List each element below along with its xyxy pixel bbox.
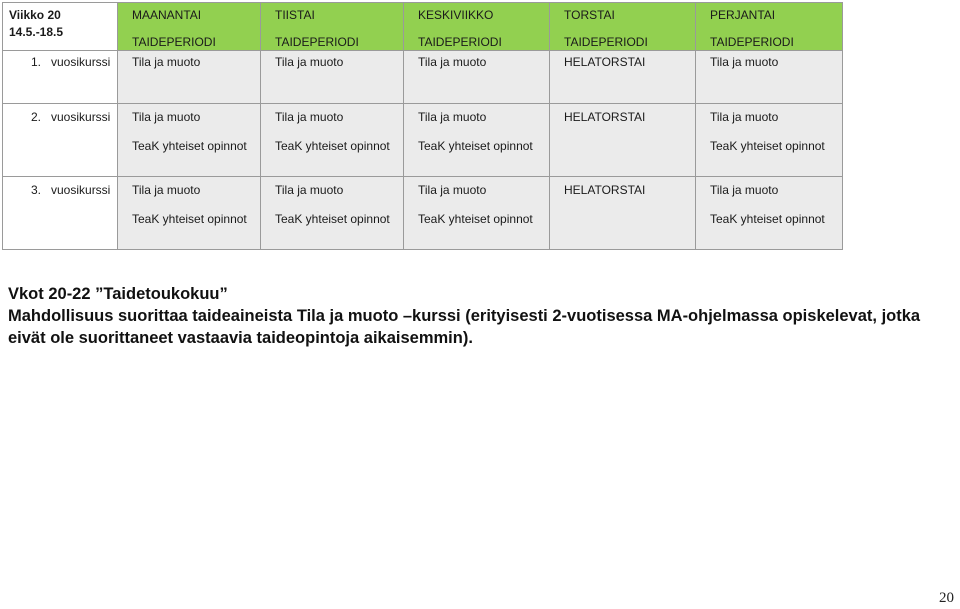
week-label: Viikko 20: [9, 8, 61, 22]
cell-line1: Tila ja muoto: [275, 110, 344, 124]
day-period: TAIDEPERIODI: [275, 35, 359, 49]
day-name: KESKIVIIKKO: [418, 8, 494, 22]
day-header-tuesday: [261, 3, 404, 51]
schedule-cell: [696, 51, 843, 104]
schedule-cell: [404, 104, 550, 177]
cell-line1: HELATORSTAI: [564, 183, 646, 197]
day-header-wednesday: [404, 3, 550, 51]
schedule-cell: [118, 51, 261, 104]
schedule-cell: [404, 177, 550, 250]
row-label: vuosikurssi: [51, 183, 111, 197]
schedule-cell: [550, 177, 696, 250]
day-name: PERJANTAI: [710, 8, 776, 22]
schedule-cell: [404, 51, 550, 104]
cell-line1: HELATORSTAI: [564, 110, 646, 124]
footer-heading: Vkot 20-22 ”Taidetoukokuu”: [8, 285, 228, 303]
day-name: TIISTAI: [275, 8, 315, 22]
cell-line1: Tila ja muoto: [132, 55, 201, 69]
table-row: [3, 177, 843, 250]
row-label-cell: [3, 177, 118, 250]
row-label: vuosikurssi: [51, 110, 111, 124]
cell-line2: TeaK yhteiset opinnot: [710, 212, 825, 226]
row-number: 2.: [31, 110, 42, 124]
row-label-cell: [3, 104, 118, 177]
cell-line1: Tila ja muoto: [418, 183, 487, 197]
cell-line2: TeaK yhteiset opinnot: [418, 139, 533, 153]
cell-line2: TeaK yhteiset opinnot: [418, 212, 533, 226]
day-period: TAIDEPERIODI: [132, 35, 216, 49]
day-name: TORSTAI: [564, 8, 615, 22]
cell-line1: Tila ja muoto: [275, 55, 344, 69]
schedule-cell: [261, 104, 404, 177]
cell-line2: TeaK yhteiset opinnot: [275, 212, 390, 226]
row-label: vuosikurssi: [51, 55, 111, 69]
row-number: 3.: [31, 183, 42, 197]
cell-line1: Tila ja muoto: [710, 55, 779, 69]
day-name: MAANANTAI: [132, 8, 202, 22]
cell-line2: TeaK yhteiset opinnot: [132, 212, 247, 226]
schedule-cell: [118, 177, 261, 250]
cell-line2: TeaK yhteiset opinnot: [710, 139, 825, 153]
schedule-cell: [696, 177, 843, 250]
cell-line1: Tila ja muoto: [710, 110, 779, 124]
cell-line1: Tila ja muoto: [710, 183, 779, 197]
row-number: 1.: [31, 55, 42, 69]
schedule-cell: [696, 104, 843, 177]
cell-line1: Tila ja muoto: [132, 110, 201, 124]
footer-text-line: eivät ole suorittaneet vastaavia taideopintoja aikaisemmin).: [8, 329, 473, 347]
table-row: [3, 104, 843, 177]
day-header-thursday: [550, 3, 696, 51]
cell-line1: Tila ja muoto: [418, 55, 487, 69]
schedule-cell: [550, 104, 696, 177]
cell-line1: Tila ja muoto: [132, 183, 201, 197]
day-period: TAIDEPERIODI: [418, 35, 502, 49]
table-row: [3, 51, 843, 104]
schedule-cell: [261, 177, 404, 250]
row-label-cell: [3, 51, 118, 104]
schedule-cell: [550, 51, 696, 104]
cell-line1: Tila ja muoto: [275, 183, 344, 197]
schedule-cell: [118, 104, 261, 177]
schedule-table: [2, 2, 843, 250]
page-number: 20: [939, 590, 954, 606]
day-period: TAIDEPERIODI: [564, 35, 648, 49]
week-cell: [3, 3, 118, 51]
cell-line1: Tila ja muoto: [418, 110, 487, 124]
cell-line2: TeaK yhteiset opinnot: [132, 139, 247, 153]
day-header-monday: [118, 3, 261, 51]
footer-text-line: Mahdollisuus suorittaa taideaineista Tila ja muoto –kurssi (erityisesti 2-vuotisessa MA-ohjelmassa opiskelevat, jotka: [8, 307, 921, 325]
cell-line2: TeaK yhteiset opinnot: [275, 139, 390, 153]
schedule-cell: [261, 51, 404, 104]
day-header-friday: [696, 3, 843, 51]
cell-line1: HELATORSTAI: [564, 55, 646, 69]
day-period: TAIDEPERIODI: [710, 35, 794, 49]
footer-note: [8, 283, 953, 349]
week-dates: 14.5.-18.5: [9, 25, 64, 39]
